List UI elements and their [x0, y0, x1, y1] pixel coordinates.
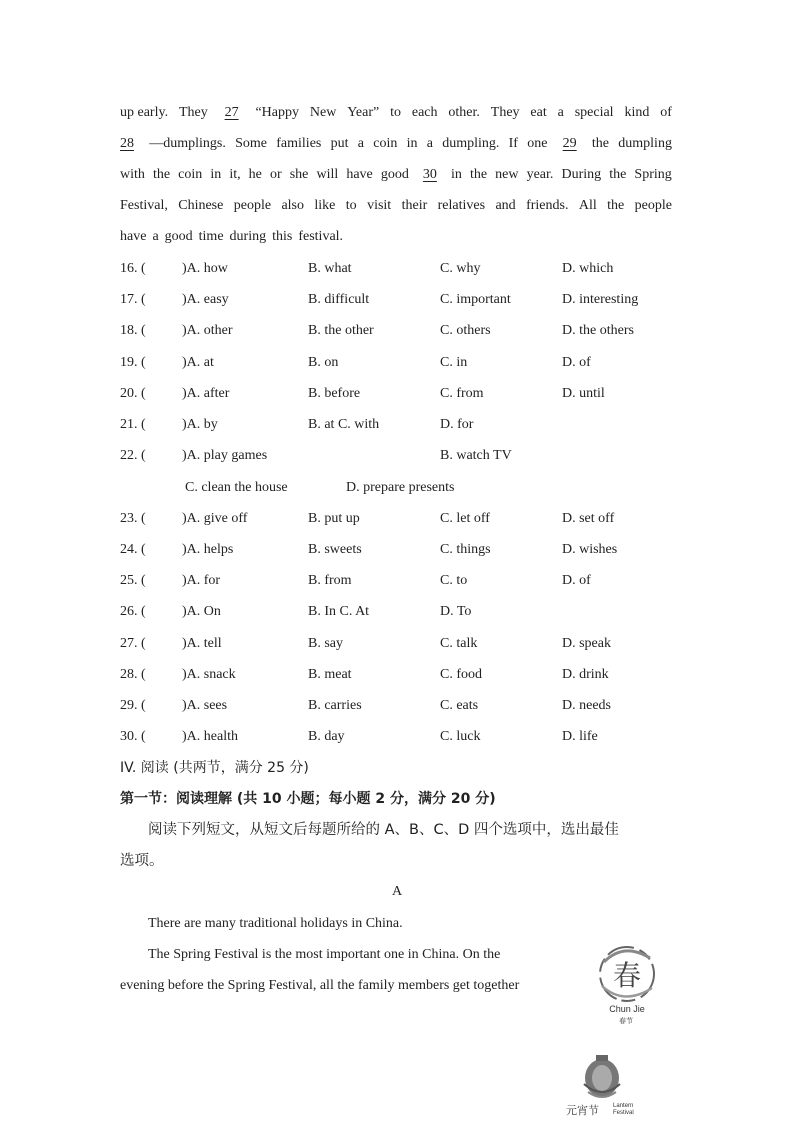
question-number: 28. (	[120, 667, 146, 682]
word: good	[380, 167, 409, 182]
reading-line: The Spring Festival is the most important one in China. On the	[148, 947, 501, 962]
word: put	[330, 136, 349, 151]
option-c: C. food	[440, 667, 482, 682]
lantern-en-line1: Lantern	[613, 1103, 634, 1109]
question-number: 21. (	[120, 417, 146, 432]
word: he	[248, 167, 262, 182]
question-number: 16. (	[120, 261, 146, 276]
blank-30: 30	[422, 167, 437, 182]
word: of	[660, 105, 672, 120]
option-b: B. meat	[308, 667, 352, 682]
option-a: )A. for	[182, 573, 221, 588]
option-a: )A. sees	[182, 698, 228, 713]
question-number: 19. (	[120, 355, 146, 370]
option-b: B. on	[308, 355, 339, 370]
word: people	[233, 198, 272, 213]
passage-line	[120, 128, 672, 159]
question-number: 27. (	[120, 636, 146, 651]
word: this	[272, 229, 293, 244]
option-c: C. things	[440, 542, 491, 557]
word: one	[527, 136, 548, 151]
option-b: B. at C. with	[308, 417, 380, 432]
option-a: )A. how	[182, 261, 228, 276]
word: the	[469, 167, 488, 182]
option-a: )A. at	[182, 355, 214, 370]
chun-jie-label: Chun Jie	[609, 1004, 645, 1014]
lantern-en-label	[613, 1103, 634, 1117]
word: up early.	[120, 105, 169, 120]
question-row	[120, 440, 720, 471]
option-a: )A. On	[182, 604, 221, 619]
option-c: C. in	[440, 355, 468, 370]
instruction-continued: 选项。	[120, 853, 164, 869]
word: dumpling.	[442, 136, 500, 151]
question-row	[120, 565, 720, 596]
word: in	[210, 167, 222, 182]
word: a	[426, 136, 433, 151]
option-c: C. luck	[440, 729, 481, 744]
option-b: B. the other	[308, 323, 374, 338]
lantern-icon	[566, 1052, 646, 1102]
word: have	[120, 229, 147, 244]
option-c: C. to	[440, 573, 468, 588]
option-d: D. which	[562, 261, 614, 276]
word: “Happy	[255, 105, 300, 120]
word: festival.	[298, 229, 344, 244]
lantern-festival-image	[566, 1052, 646, 1122]
option-d: D. wishes	[562, 542, 618, 557]
word: like	[314, 198, 336, 213]
question-row	[120, 721, 720, 752]
question-number: 22. (	[120, 448, 146, 463]
option-b: B. carries	[308, 698, 362, 713]
word: Spring	[634, 167, 672, 182]
word: visit	[367, 198, 392, 213]
word: coin	[373, 136, 398, 151]
option-a: )A. health	[182, 729, 238, 744]
word: new	[495, 167, 519, 182]
word: she	[289, 167, 309, 182]
question-row	[120, 628, 720, 659]
word: a	[357, 136, 364, 151]
word: Chinese	[178, 198, 224, 213]
question-row	[120, 347, 720, 378]
passage-line	[120, 97, 672, 128]
option-a: )A. after	[182, 386, 230, 401]
word: Festival,	[120, 198, 168, 213]
option-d: D. of	[562, 573, 591, 588]
blank-29: 29	[562, 136, 577, 151]
word: their	[401, 198, 428, 213]
word: each	[411, 105, 438, 120]
option-b: B. before	[308, 386, 361, 401]
option-c: D. for	[440, 417, 474, 432]
instruction: 阅读下列短文，从短文后每题所给的 A、B、C、D 四个选项中，选出最佳	[148, 822, 619, 838]
option-c: C. talk	[440, 636, 478, 651]
option-d: D. drink	[562, 667, 609, 682]
chun-jie-seal-icon	[594, 940, 658, 1014]
word: a	[557, 105, 564, 120]
passage-line	[120, 159, 672, 190]
word: have	[346, 167, 373, 182]
word: year.	[526, 167, 554, 182]
option-c: B. watch TV	[440, 448, 512, 463]
word: dumpling	[618, 136, 672, 151]
word: in	[451, 167, 462, 182]
word: Year”	[347, 105, 380, 120]
word: also	[281, 198, 305, 213]
option-a: )A. give off	[182, 511, 248, 526]
option-d: D. speak	[562, 636, 611, 651]
question-row	[120, 253, 720, 284]
option-d: D. set off	[562, 511, 615, 526]
passage-line	[120, 221, 672, 252]
word: and	[495, 198, 516, 213]
question-row	[120, 315, 720, 346]
option-c: D. To	[440, 604, 472, 619]
question-row	[120, 659, 720, 690]
question-row	[120, 534, 720, 565]
word: people	[634, 198, 672, 213]
question-number: 18. (	[120, 323, 146, 338]
word: the	[591, 136, 610, 151]
word: the	[152, 167, 171, 182]
option-b: B. In C. At	[308, 604, 370, 619]
option-a: )A. easy	[182, 292, 229, 307]
word: They	[178, 105, 208, 120]
question-number: 25. (	[120, 573, 146, 588]
question-number: 20. (	[120, 386, 146, 401]
q22-option-c: C. clean the house	[185, 480, 288, 495]
option-c: C. important	[440, 292, 511, 307]
question-row	[120, 284, 720, 315]
word: All	[578, 198, 597, 213]
section-subheading: 第一节：阅读理解 (共 10 小题；每小题 2 分，满分 20 分)	[120, 791, 496, 807]
q22-option-d: D. prepare presents	[346, 480, 455, 495]
reading-line: There are many traditional holidays in China.	[148, 916, 403, 931]
question-row	[120, 690, 720, 721]
option-a: )A. by	[182, 417, 218, 432]
word: If	[508, 136, 518, 151]
blank-27: 27	[224, 105, 239, 120]
option-c: C. from	[440, 386, 484, 401]
option-d: D. of	[562, 355, 591, 370]
word: eat	[530, 105, 547, 120]
option-b: B. difficult	[308, 292, 370, 307]
option-b: B. put up	[308, 511, 360, 526]
word: to	[390, 105, 401, 120]
option-d: D. interesting	[562, 292, 639, 307]
option-b: B. sweets	[308, 542, 362, 557]
cloze-passage	[120, 97, 672, 252]
option-a: )A. helps	[182, 542, 234, 557]
option-d: D. the others	[562, 323, 634, 338]
option-b: B. from	[308, 573, 352, 588]
section-heading: IV. 阅读 (共两节，满分 25 分)	[120, 760, 309, 776]
question-number: 17. (	[120, 292, 146, 307]
word: good	[164, 229, 193, 244]
word: New	[309, 105, 337, 120]
word: time	[198, 229, 224, 244]
option-d: D. needs	[562, 698, 611, 713]
option-b: B. say	[308, 636, 343, 651]
question-row	[120, 409, 720, 440]
option-a: )A. tell	[182, 636, 222, 651]
question-number: 26. (	[120, 604, 146, 619]
chun-jie-caption: 春节	[619, 1017, 633, 1025]
word: special	[574, 105, 614, 120]
question-row	[120, 503, 720, 534]
option-a: )A. other	[182, 323, 233, 338]
question-number: 24. (	[120, 542, 146, 557]
word: in	[406, 136, 418, 151]
option-d: D. life	[562, 729, 598, 744]
word: kind	[624, 105, 650, 120]
option-c: C. why	[440, 261, 481, 276]
word: relatives	[437, 198, 486, 213]
word: They	[490, 105, 520, 120]
lantern-cn-label: 元宵节	[566, 1104, 599, 1117]
word: coin	[178, 167, 203, 182]
option-a: )A. snack	[182, 667, 236, 682]
word: or	[269, 167, 282, 182]
word: a	[152, 229, 159, 244]
option-c: C. eats	[440, 698, 479, 713]
word: friends.	[526, 198, 569, 213]
word: other.	[448, 105, 480, 120]
word: with	[120, 167, 145, 182]
question-number: 23. (	[120, 511, 146, 526]
word: during	[229, 229, 267, 244]
word: During	[561, 167, 602, 182]
question-number: 29. (	[120, 698, 146, 713]
option-b: B. day	[308, 729, 345, 744]
chun-char: 春	[612, 959, 642, 992]
option-c: C. let off	[440, 511, 490, 526]
word: will	[316, 167, 339, 182]
reading-line: evening before the Spring Festival, all the family members get together	[120, 978, 520, 993]
question-row	[120, 378, 720, 409]
chun-jie-image	[594, 940, 658, 1032]
word: —dumplings.	[149, 136, 226, 151]
passage-label: A	[391, 884, 403, 899]
passage-line	[120, 190, 672, 221]
blank-28: 28	[120, 136, 134, 151]
question-number: 30. (	[120, 729, 146, 744]
option-b: B. what	[308, 261, 352, 276]
word: the	[609, 167, 627, 182]
option-c: C. others	[440, 323, 491, 338]
option-a: )A. play games	[182, 448, 268, 463]
question-row	[120, 596, 720, 627]
word: it,	[229, 167, 241, 182]
word: to	[345, 198, 357, 213]
word: Some	[235, 136, 268, 151]
option-d: D. until	[562, 386, 605, 401]
lantern-en-line2: Festival	[613, 1110, 634, 1116]
word: families	[276, 136, 322, 151]
word: the	[607, 198, 625, 213]
